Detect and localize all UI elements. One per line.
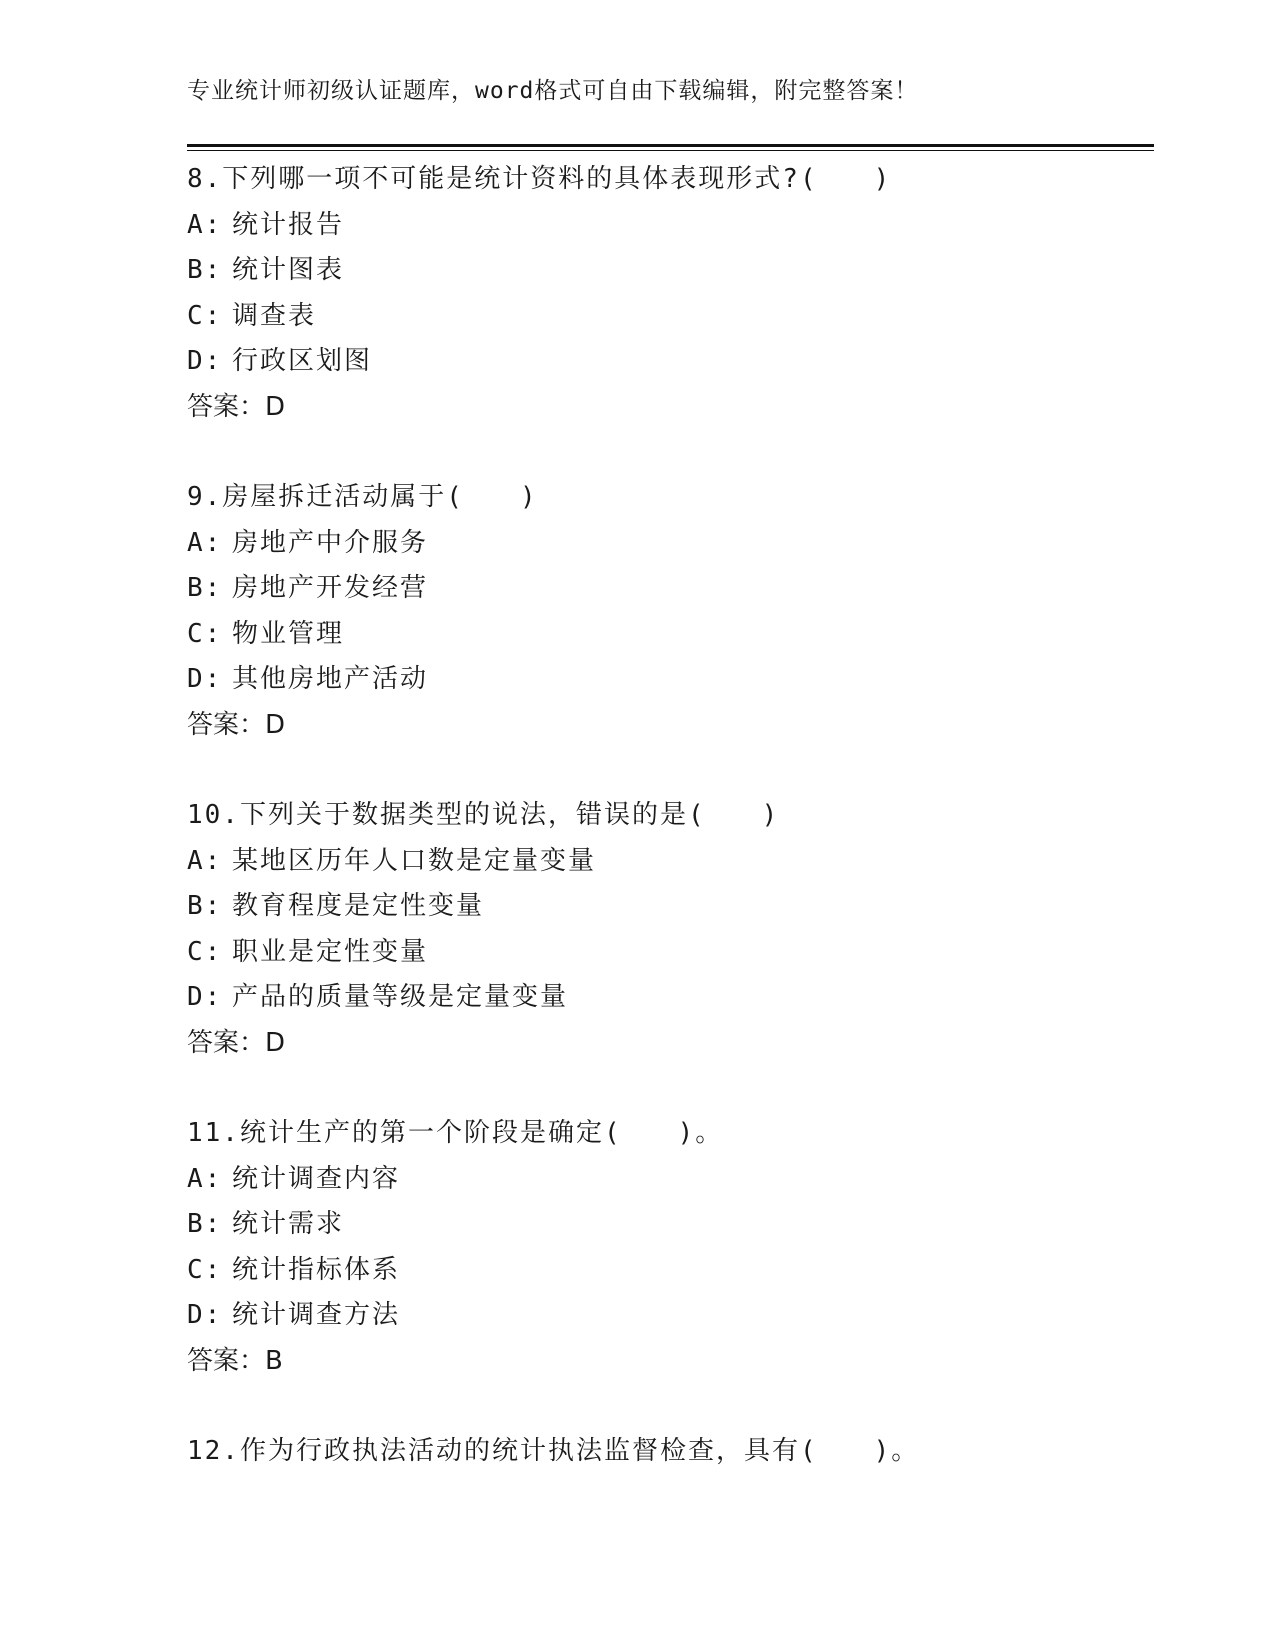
question-12 [187, 1429, 1154, 1475]
question-11 [187, 1111, 1154, 1384]
question-stem: 11.统计生产的第一个阶段是确定( )。 [187, 1118, 724, 1148]
option-letter: B: [187, 573, 223, 603]
question-9 [187, 475, 1154, 748]
option-letter: B: [187, 891, 223, 921]
option-c [187, 930, 1154, 976]
option-d [187, 339, 1154, 385]
option-letter: D: [187, 982, 223, 1012]
option-text: 统计报告 [232, 209, 345, 240]
option-letter: A: [187, 527, 223, 558]
question-10 [187, 793, 1154, 1066]
option-text: 教育程度是定性变量 [232, 891, 485, 921]
option-d [187, 975, 1154, 1021]
option-text: 产品的质量等级是定量变量 [232, 982, 569, 1012]
question-stem: 9.房屋拆迁活动属于( ) [187, 482, 538, 512]
option-a [187, 1157, 1154, 1203]
option-b [187, 884, 1154, 930]
option-text: 某地区历年人口数是定量变量 [232, 845, 597, 876]
header-rule-thin [187, 150, 1154, 151]
option-text: 其他房地产活动 [232, 664, 429, 694]
option-c [187, 1248, 1154, 1294]
option-text: 统计图表 [232, 255, 345, 285]
option-text: 调查表 [232, 300, 317, 331]
option-c [187, 612, 1154, 658]
answer-line: 答案：D [187, 709, 286, 740]
option-b [187, 566, 1154, 612]
option-letter: D: [187, 664, 223, 694]
option-letter: D: [187, 346, 223, 376]
option-a [187, 203, 1154, 249]
question-stem: 12.作为行政执法活动的统计执法监督检查，具有( )。 [187, 1436, 920, 1466]
option-text: 物业管理 [232, 618, 345, 649]
answer-line: 答案：D [187, 1027, 286, 1058]
option-letter: A: [187, 845, 223, 876]
question-stem: 8.下列哪一项不可能是统计资料的具体表现形式?( ) [187, 164, 892, 194]
option-letter: C: [187, 1254, 223, 1285]
option-letter: C: [187, 618, 223, 649]
option-letter: B: [187, 255, 223, 285]
option-letter: A: [187, 209, 223, 240]
option-text: 统计调查内容 [232, 1163, 401, 1194]
option-text: 统计调查方法 [232, 1300, 401, 1330]
question-8 [187, 157, 1154, 430]
option-b [187, 248, 1154, 294]
option-text: 统计指标体系 [232, 1254, 401, 1285]
option-d [187, 657, 1154, 703]
option-b [187, 1202, 1154, 1248]
option-d [187, 1293, 1154, 1339]
question-list [187, 157, 1154, 1520]
option-text: 职业是定性变量 [232, 936, 429, 967]
option-letter: D: [187, 1300, 223, 1330]
option-letter: C: [187, 936, 223, 967]
option-letter: A: [187, 1163, 223, 1194]
option-letter: C: [187, 300, 223, 331]
question-stem: 10.下列关于数据类型的说法，错误的是( ) [187, 800, 780, 830]
option-text: 行政区划图 [232, 346, 373, 376]
option-letter: B: [187, 1209, 223, 1239]
option-a [187, 521, 1154, 567]
option-a [187, 839, 1154, 885]
option-text: 统计需求 [232, 1209, 345, 1239]
header-rule-thick [187, 144, 1154, 147]
answer-line: 答案：B [187, 1345, 283, 1376]
answer-line: 答案：D [187, 391, 286, 422]
option-text: 房地产开发经营 [232, 573, 429, 603]
header-note: 专业统计师初级认证题库，word格式可自由下载编辑，附完整答案！ [187, 78, 919, 104]
option-text: 房地产中介服务 [232, 527, 429, 558]
option-c [187, 294, 1154, 340]
